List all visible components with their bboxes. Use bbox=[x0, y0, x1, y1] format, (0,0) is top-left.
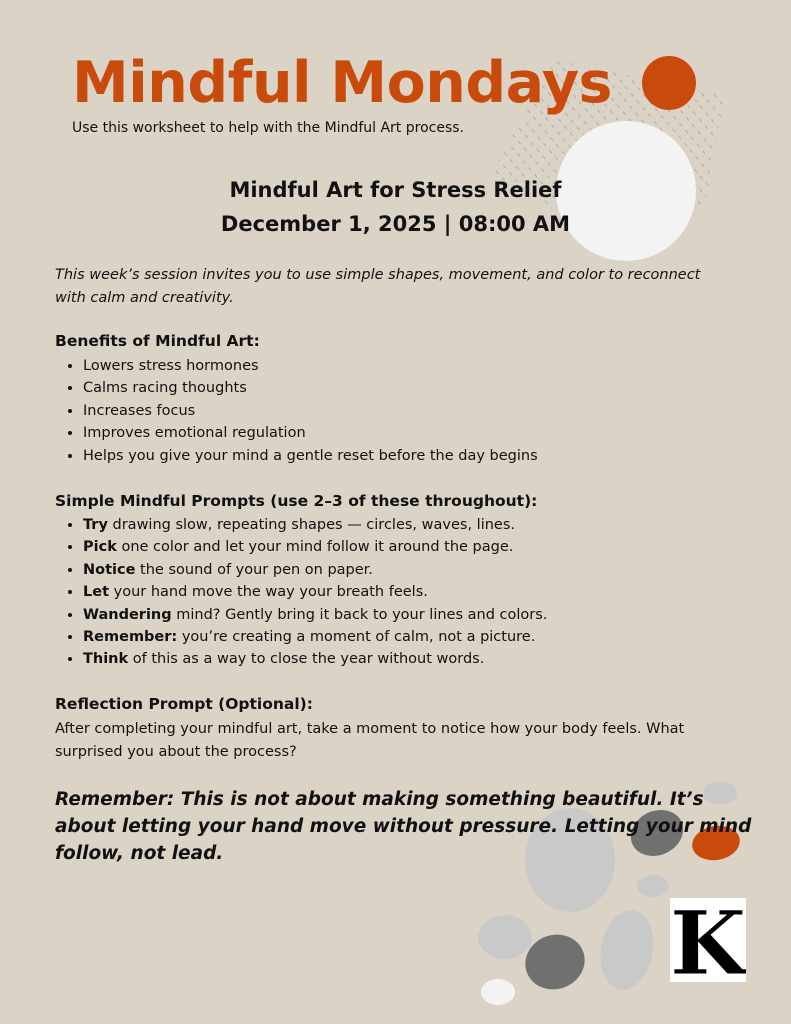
reflection-heading: Reflection Prompt (Optional): bbox=[55, 695, 313, 713]
reflection-text: After completing your mindful art, take a moment to notice how your body feels. What surprised you about the process? bbox=[55, 721, 685, 760]
list-item bbox=[83, 648, 547, 670]
closing-statement: Remember: This is not about making something beautiful. It’s about letting your hand move without pressure. Letting your mind follow, not lead. bbox=[55, 789, 752, 864]
list-item bbox=[83, 626, 547, 648]
pebble bbox=[481, 979, 515, 1005]
list-item: • Calms racing thoughts bbox=[83, 377, 538, 399]
prompt-text: drawing slow, repeating shapes — circles, waves, lines. bbox=[107, 517, 515, 533]
intro-text: This week’s session invites you to use simple shapes, movement, and color to reconnect with calm and creativity. bbox=[55, 267, 701, 306]
prompts-heading: Simple Mindful Prompts (use 2–3 of these throughout): bbox=[55, 492, 538, 510]
list-item: • Lowers stress hormones bbox=[83, 355, 538, 377]
prompt-text: the sound of your pen on paper. bbox=[135, 561, 373, 578]
prompt-keyword: Wandering bbox=[83, 606, 172, 623]
list-item bbox=[83, 536, 547, 558]
prompt-text: of this as a way to close the year without words. bbox=[128, 651, 485, 668]
prompt-keyword: Try bbox=[83, 517, 108, 533]
list-item bbox=[83, 604, 547, 626]
pebble bbox=[594, 906, 659, 994]
list-item bbox=[83, 514, 547, 536]
list-item: • Improves emotional regulation bbox=[83, 422, 538, 444]
list-item bbox=[83, 581, 547, 603]
orange-circle bbox=[642, 56, 696, 110]
session-title: Mindful Art for Stress Relief bbox=[229, 178, 562, 202]
pebble bbox=[637, 875, 669, 897]
page-subtitle: Use this worksheet to help with the Mindful Art process. bbox=[72, 120, 464, 136]
page-title: Mindful Mondays bbox=[72, 50, 612, 116]
prompt-keyword: Remember: bbox=[83, 629, 178, 646]
k-logo bbox=[670, 898, 746, 982]
list-item bbox=[83, 559, 547, 581]
session-header bbox=[0, 173, 791, 241]
logo-letter: K bbox=[670, 898, 746, 982]
prompt-keyword: Notice bbox=[83, 561, 136, 578]
session-date: December 1, 2025 | 08:00 AM bbox=[220, 212, 571, 236]
prompts-list bbox=[55, 514, 547, 671]
list-item: • Helps you give your mind a gentle reset before the day begins bbox=[83, 445, 538, 467]
benefits-list bbox=[55, 355, 538, 467]
list-item: • Increases focus bbox=[83, 400, 538, 422]
pebble bbox=[478, 915, 532, 959]
prompt-keyword: Pick bbox=[83, 539, 117, 556]
prompt-keyword: Let bbox=[83, 584, 110, 601]
prompt-text: your hand move the way your breath feels. bbox=[109, 584, 428, 601]
prompt-text: mind? Gently bring it back to your lines and colors. bbox=[171, 606, 548, 623]
benefits-heading: Benefits of Mindful Art: bbox=[55, 332, 260, 350]
prompt-text: you’re creating a moment of calm, not a picture. bbox=[177, 629, 536, 646]
prompt-keyword: Think bbox=[83, 651, 129, 668]
prompt-text: one color and let your mind follow it around the page. bbox=[116, 539, 514, 556]
